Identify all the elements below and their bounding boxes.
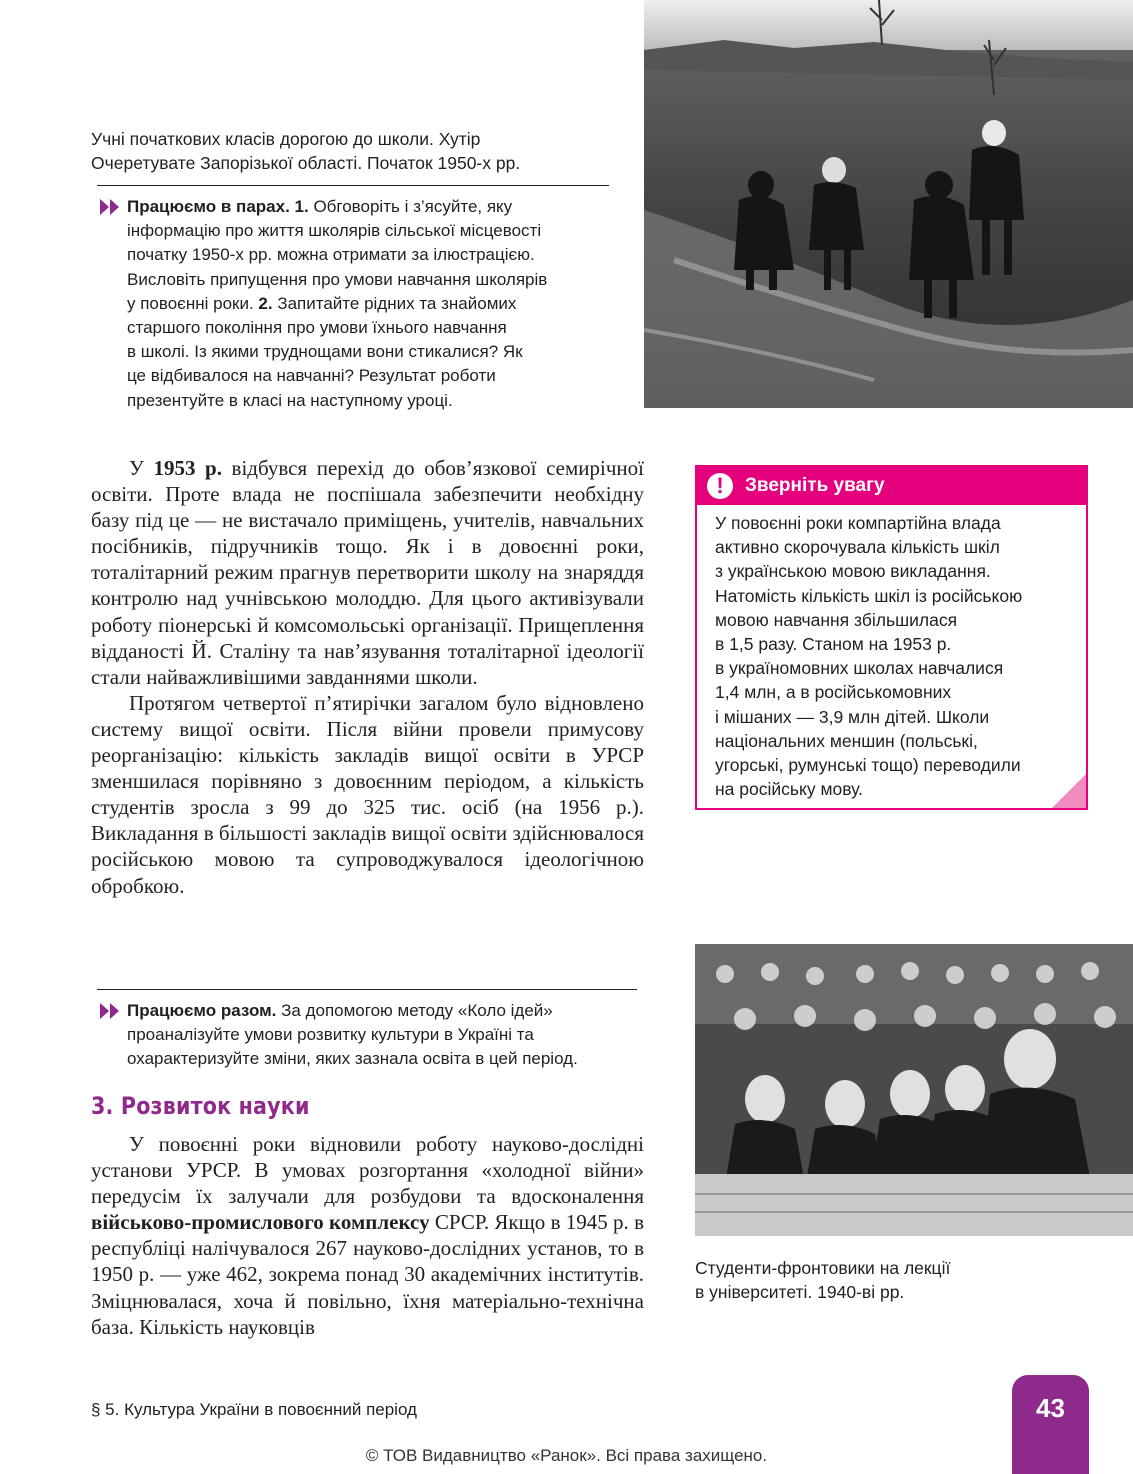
task-lead: Працюємо разом. [127,1001,277,1020]
attention-line: 1,4 млн, а в російськомовних [715,682,952,703]
paragraph-text: У повоєнні роки відновили роботу науково-дослідні установи УРСР. В умовах розгортання «холодної війни» передусім їх залучали для розбудови та вдосконалення [91,1132,644,1209]
paragraph: Протягом четвертої п’ятирічки загалом було відновлено систему вищої освіти. Після війни провели примусову реорганізацію: кількість закладів вищої освіти в УРСР зменшилася порівняно з довоєнним періодом, а кількість студентів зросла з 99 до 325 тис. осіб (на 1956 р.). Викладання в більшості закладів вищої освіти здійснювалося російською мовою та супроводжувалося ідеологічною обробкою. [91,690,644,898]
task-number: 2. [258,293,273,313]
page-number: 43 [1036,1393,1065,1423]
photo-children-walking-to-school [644,0,1133,408]
task-text: початку 1950-х рр. можна отримати за ілюстрацією. [127,245,535,265]
attention-line: в 1,5 разу. Станом на 1953 р. [715,634,952,655]
attention-line: У повоєнні роки компартійна влада [715,513,1001,533]
task-text: проаналізуйте умови розвитку культури в Україні та [127,1025,534,1045]
task-work-in-pairs [100,195,620,413]
highlight-term: військово-промислового комплексу [91,1210,430,1235]
attention-line: Натомість кількість шкіл із російською [715,585,1023,606]
caption-line: Очеретувате Запорізької області. Початок 1950-х рр. [91,153,521,173]
attention-header [697,467,1086,505]
paragraph [91,455,644,690]
copyright: © ТОВ Видавництво «Ранок». Всі права захищено. [365,1446,768,1465]
task-text: старшого покоління про умови їхнього навчання [127,318,507,338]
section-title: 3. Розвиток науки [91,1092,310,1120]
task-lead: Працюємо в парах. [127,197,290,216]
task-text: охарактеризуйте зміни, яких зазнала освіта в цей період. [127,1049,578,1069]
task-text: інформацію про життя школярів сільської місцевості [127,221,542,241]
task-number: 1. [294,197,309,216]
task-text: Запитайте рідних та знайомих [272,293,517,313]
paragraph-text: СРСР. Якщо в 1945 р. в республіці налічувалося 267 науково-дослідних установ, то в 1950 р. — уже 462, зокрема понад 30 академічних інститутів. Зміцнювалася, хоча й повільно, їхня матеріально-технічна база. Кількість науковців [91,1210,644,1339]
caption-line: Учні початкових класів дорогою до школи. Хутір [91,129,481,149]
task-text: презентуйте в класі на наступному уроці. [127,390,453,410]
body-text-education [91,455,644,899]
double-arrow-icon [100,199,122,215]
body-text-science [91,1131,644,1340]
photo-caption-bottom [695,1256,1095,1304]
highlight-year: 1953 р. [153,456,222,480]
paragraph-text: У [129,456,154,480]
photo-students-lecture [695,944,1133,1236]
attention-title: Зверніть увагу [745,475,885,496]
attention-line: угорські, румунські тощо) переводили [715,755,1021,776]
divider [97,989,637,990]
caption-line: Студенти-фронтовики на лекції [695,1258,951,1278]
attention-line: і мішаних — 3,9 млн дітей. Школи [715,706,990,727]
task-text: в школі. Із якими труднощами вони стикалися? Як [127,342,523,362]
photo-caption-top [91,127,611,175]
attention-box [695,465,1088,810]
task-work-together [100,999,645,1072]
exclamation-icon: ! [707,473,733,499]
double-arrow-icon [100,1003,122,1019]
task-text: у повоєнні роки. [127,293,259,313]
attention-line: мовою навчання збільшилася [715,609,958,630]
attention-body [697,505,1086,801]
attention-line: національних меншин (польські, [715,730,978,751]
attention-line: на російську мову. [715,779,864,800]
caption-line: в університеті. 1940-ві рр. [695,1282,905,1302]
attention-line: в україномовних школах навчалися [715,658,1004,679]
corner-fold [1052,774,1086,808]
attention-line: з українською мовою викладання. [715,561,991,582]
task-text: За допомогою методу «Коло ідей» [276,1001,553,1020]
task-text: Висловіть припущення про умови навчання школярів [127,269,548,289]
divider [97,185,609,186]
paragraph-text: відбувся перехід до обов’язкової семирічної освіти. Проте влада не поспішала забезпечити необхідну базу під це — не вистачало приміщень, учителів, навчальних посібників, підручників тощо. Як і в довоєнні роки, тоталітарний режим прагнув перетворити школу на знаряддя контролю над учнівською молоддю. Для цього активізували роботу піонерські й комсомольські організації. Прищеплення відданості Й. Сталіну та нав’язування тоталітарної ідеології стали найважливішими завданнями школи. [91,456,644,689]
task-text: це відбивалося на навчанні? Результат роботи [127,366,496,386]
paragraph [91,1131,644,1340]
attention-line: активно скорочувала кількість шкіл [715,537,1000,558]
running-footer: § 5. Культура України в повоєнний період [91,1400,417,1419]
task-text: Обговоріть і з’ясуйте, яку [308,197,513,216]
